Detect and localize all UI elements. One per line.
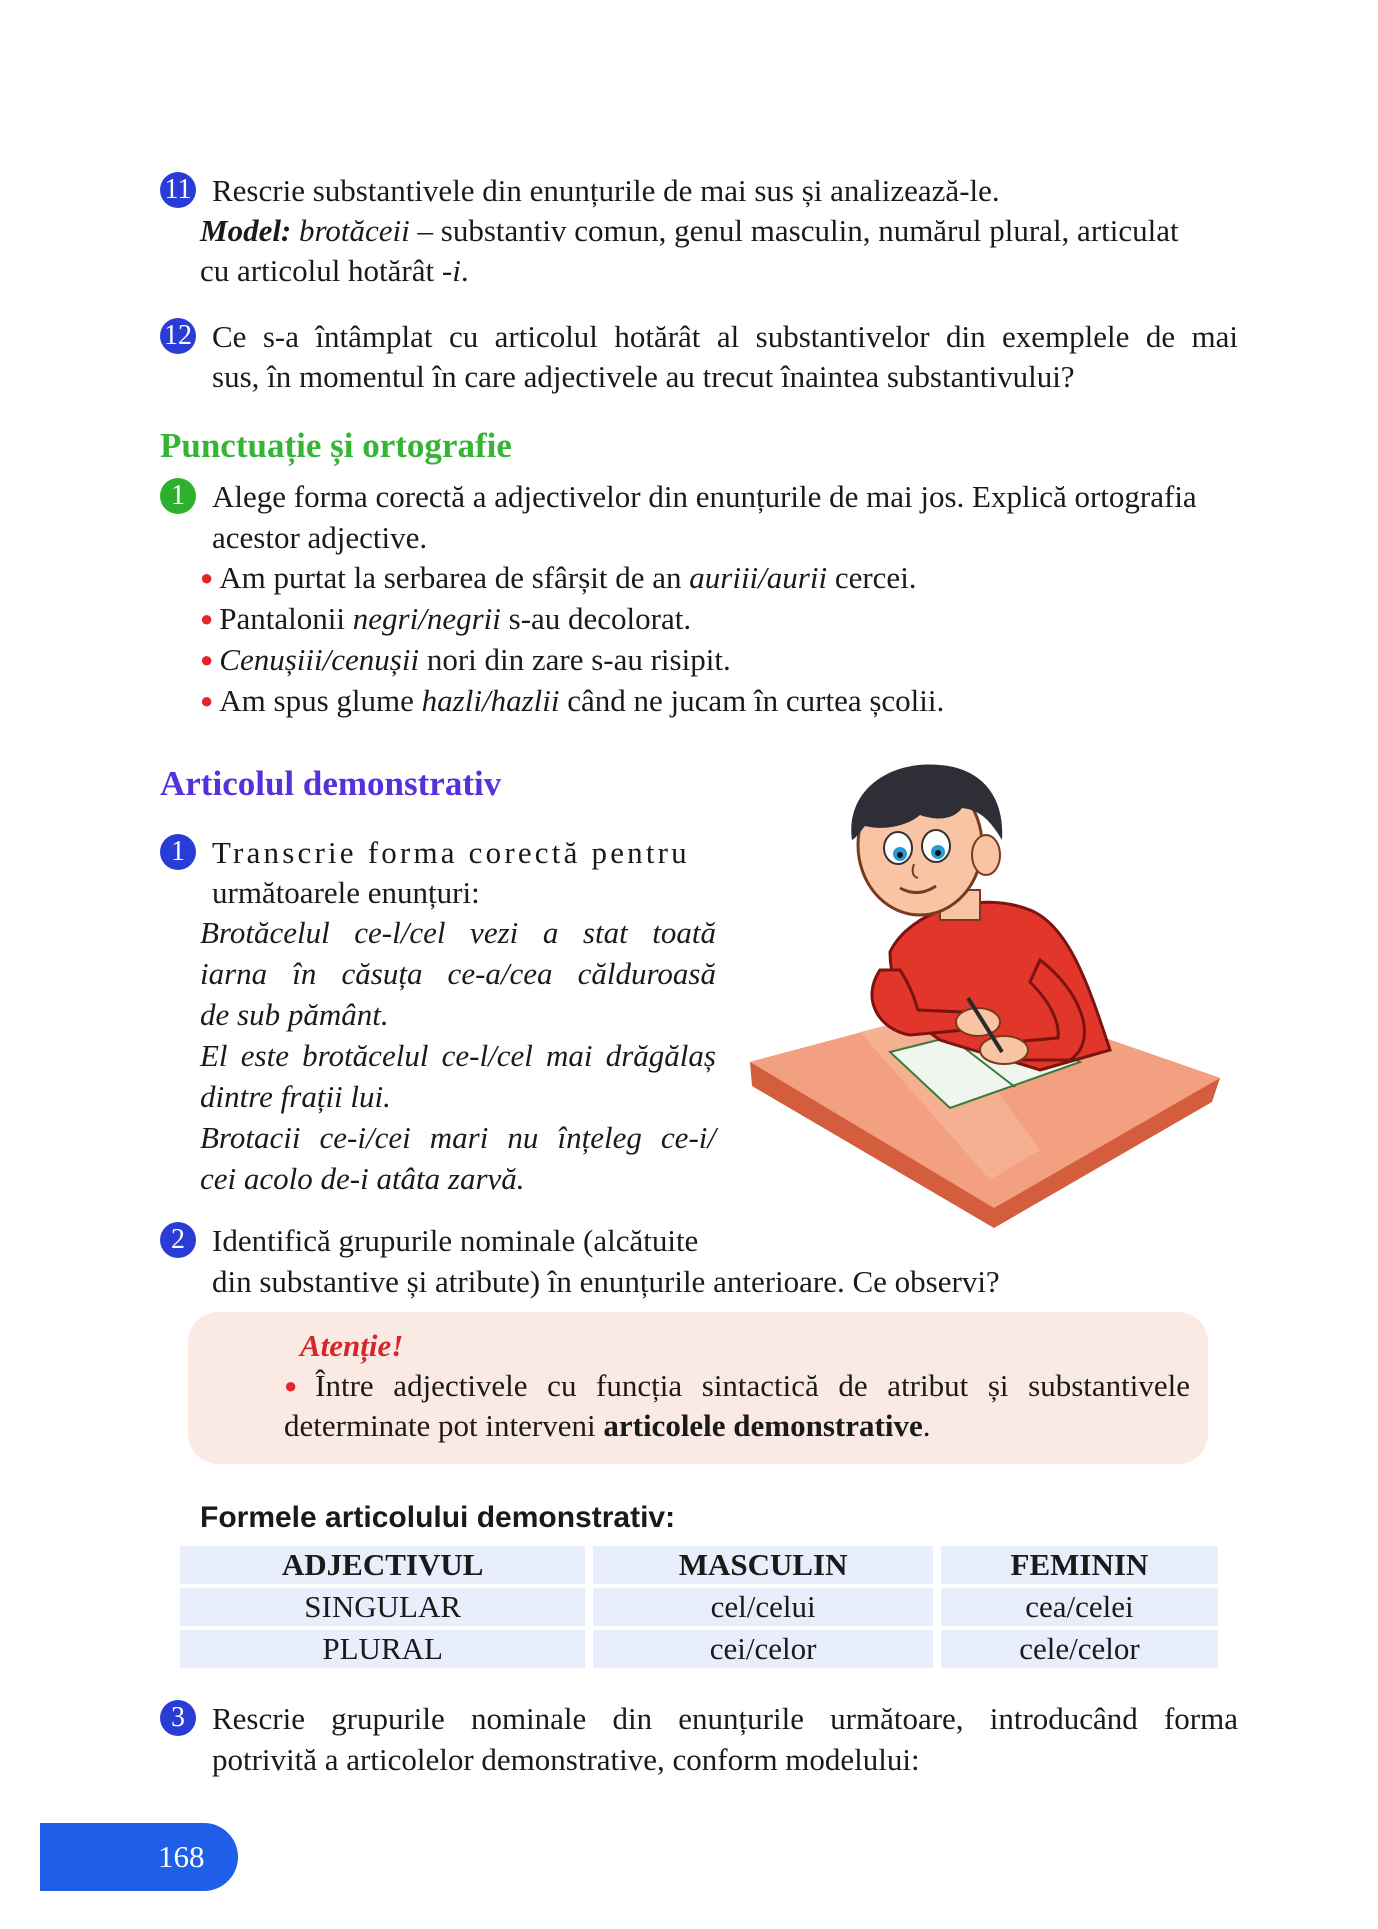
punct-bullet-item	[200, 599, 691, 639]
model-word: brotăceii	[299, 213, 410, 248]
model-cont: cu articolul hotărât	[200, 253, 435, 288]
art-ex1-sentence-line: El este brotăcelul ce-l/cel mai drăgălaș	[200, 1038, 716, 1073]
section-title-articol: Articolul demonstrativ	[160, 764, 502, 803]
exercise-number-art-2: 2	[160, 1222, 196, 1258]
exercise-number-art-3: 3	[160, 1700, 196, 1736]
art-ex1-line2: următoarele enunțuri:	[212, 875, 480, 910]
table-caption: Formele articolului demonstrativ:	[200, 1501, 676, 1534]
punct-bullet-item	[200, 681, 944, 721]
exercise-number-punct-1: 1	[160, 478, 196, 514]
table-header-cell: ADJECTIVUL	[180, 1546, 585, 1584]
table-header-row	[180, 1546, 1218, 1584]
exercise-number-12: 12	[160, 318, 196, 354]
art-ex1-sentence-line: Brotăcelul ce-l/cel vezi a stat toată	[200, 915, 716, 950]
model-label: Model:	[200, 213, 292, 248]
exercise-12-line2: sus, în momentul în care adjectivele au trecut înaintea substantivului?	[212, 359, 1075, 394]
bullet-post: cercei.	[827, 560, 917, 595]
bullet-icon: ●	[200, 565, 214, 590]
bullet-pre: Am spus glume	[219, 683, 422, 718]
exercise-11-model-cont	[200, 251, 469, 291]
exercise-11-question: Rescrie substantivele din enunțurile de mai sus și analizează-le.	[212, 173, 1000, 208]
table-cell: PLURAL	[180, 1630, 585, 1668]
section-title-punctuatie: Punctuație și ortografie	[160, 426, 512, 465]
note-line2-bold: articolele demonstrative	[603, 1408, 923, 1443]
punct-bullet-item	[200, 640, 731, 680]
table-cell: cei/celor	[593, 1630, 933, 1668]
attention-note-line2	[284, 1406, 930, 1446]
model-suffix: -i	[441, 253, 461, 288]
art-ex2-line1: Identifică grupurile nominale (alcătuite	[212, 1223, 699, 1258]
model-dot: .	[460, 253, 469, 288]
table-cell: cele/celor	[941, 1630, 1218, 1668]
note-line2-post: .	[922, 1408, 931, 1443]
art-ex2-line2: din substantive și atribute) în enunțurile anterioare. Ce observi?	[212, 1264, 1000, 1299]
exercise-number-art-1: 1	[160, 834, 196, 870]
table-header-cell: FEMININ	[941, 1546, 1218, 1584]
exercise-number-11: 11	[160, 172, 196, 208]
boy-writing-illustration	[740, 760, 1230, 1230]
bullet-post: s-au decolorat.	[500, 601, 692, 636]
punct-ex1-line2: acestor adjective.	[212, 520, 428, 555]
art-ex3-line2: potrivită a articolelor demonstrative, conform modelului:	[212, 1742, 920, 1777]
art-ex3-line1: Rescrie grupurile nominale din enunțurile următoare, introducând forma	[212, 1701, 1238, 1736]
exercise-12-line1: Ce s-a întâmplat cu articolul hotărât al substantivelor din exemplele de mai	[212, 319, 1238, 354]
bullet-it: negri/negrii	[352, 601, 501, 636]
art-ex1-sentence-line: dintre frații lui.	[200, 1079, 391, 1114]
table-header-cell: MASCULIN	[593, 1546, 933, 1584]
attention-note-title: Atenție!	[300, 1328, 404, 1363]
punct-ex1-line1: Alege forma corectă a adjectivelor din enunțurile de mai jos. Explică ortografia	[212, 479, 1197, 514]
bullet-icon: ●	[200, 606, 214, 631]
demonstrative-forms-table	[172, 1542, 1226, 1672]
art-ex1-sentence-line: iarna în căsuța ce-a/cea călduroasă	[200, 956, 716, 991]
art-ex1-sentence-line: de sub pământ.	[200, 997, 389, 1032]
bullet-post: nori din zare s-au risipit.	[419, 642, 731, 677]
bullet-icon: ●	[200, 688, 214, 713]
art-ex1-sentence-line: Brotacii ce-i/cei mari nu înțeleg ce-i/	[200, 1120, 716, 1155]
bullet-it: Cenușiii/cenușii	[219, 642, 420, 677]
bullet-pre: Am purtat la serbarea de sfârșit de an	[219, 560, 690, 595]
page-number: 168	[158, 1839, 205, 1874]
punct-bullet-item	[200, 558, 917, 598]
art-ex1-line1: Transcrie forma corectă pentru	[212, 835, 690, 870]
bullet-post: când ne jucam în curtea școlii.	[559, 683, 945, 718]
table-cell: SINGULAR	[180, 1588, 585, 1626]
note-line1-text: Între adjectivele cu funcția sintactică de atribut și substantivele	[315, 1368, 1191, 1403]
bullet-icon: ●	[200, 647, 214, 672]
bullet-pre: Pantalonii	[219, 601, 353, 636]
note-line2-pre: determinate pot interveni	[284, 1408, 604, 1443]
bullet-icon: ●	[284, 1373, 310, 1398]
model-rest: – substantiv comun, genul masculin, numărul plural, articulat	[417, 213, 1179, 248]
table-row	[180, 1630, 1218, 1668]
attention-note-line1	[284, 1366, 1190, 1406]
art-ex1-sentence-line: cei acolo de-i atâta zarvă.	[200, 1161, 525, 1196]
table-row	[180, 1588, 1218, 1626]
page-number-tab	[40, 1823, 238, 1891]
bullet-it: hazli/hazlii	[421, 683, 560, 718]
exercise-11-model	[200, 211, 1238, 251]
table-cell: cel/celui	[593, 1588, 933, 1626]
table-cell: cea/celei	[941, 1588, 1218, 1626]
bullet-it: auriii/aurii	[689, 560, 828, 595]
